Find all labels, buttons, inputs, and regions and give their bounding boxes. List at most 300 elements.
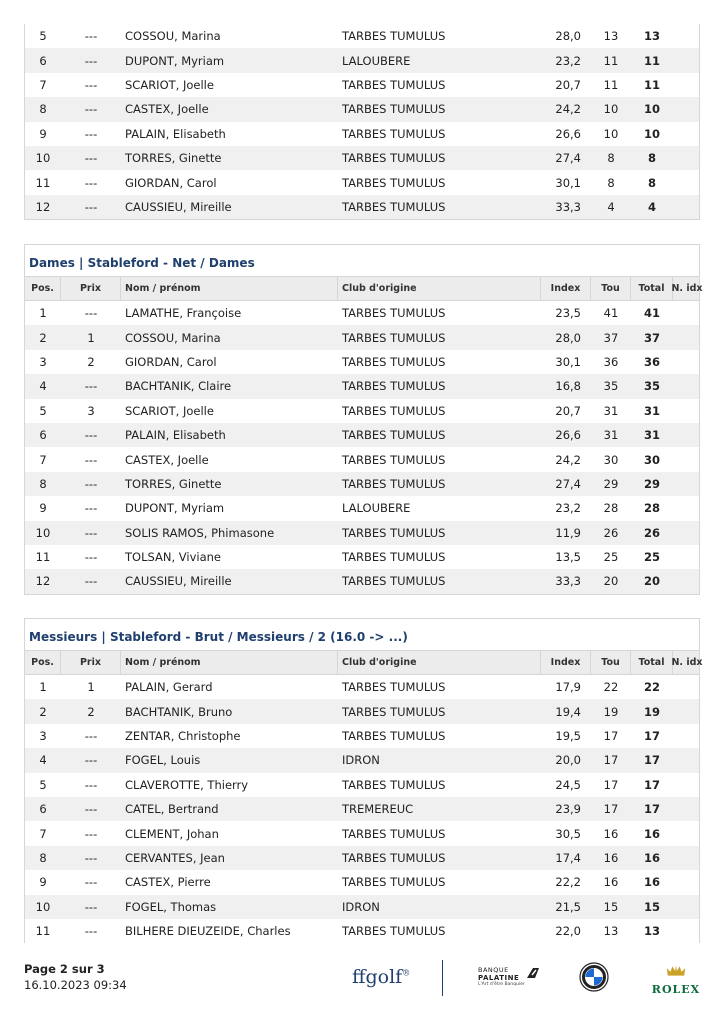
table-row [25, 846, 699, 870]
header-total: Total [631, 277, 673, 300]
cell-club: TARBES TUMULUS [342, 850, 446, 865]
cell-name: PALAIN, Elisabeth [125, 126, 226, 141]
cell-pos: 11 [35, 550, 51, 565]
cell-total: 31 [643, 428, 660, 443]
cell-index: 24,5 [555, 777, 581, 792]
table-title: Dames | Stableford - Net / Dames [25, 245, 699, 277]
table-row [25, 146, 699, 170]
rolex-crown-icon [665, 965, 687, 977]
cell-index: 17,9 [555, 680, 581, 695]
table-row [25, 472, 699, 496]
palatine-logo-top: BANQUE [478, 966, 509, 974]
cell-tou: 16 [603, 875, 619, 890]
cell-total: 15 [643, 899, 660, 914]
cell-prix: --- [84, 306, 98, 321]
cell-total: 8 [647, 175, 656, 190]
table-title: Messieurs | Stableford - Brut / Messieurs / 2 (16.0 -> ...) [25, 619, 699, 651]
header-tou: Tou [591, 651, 631, 674]
cell-pos: 9 [39, 875, 47, 890]
cell-total: 8 [647, 151, 656, 166]
cell-pos: 3 [39, 728, 47, 743]
cell-nidx [673, 122, 699, 146]
cell-index: 30,5 [555, 826, 581, 841]
table-body [25, 24, 699, 219]
cell-index: 23,5 [555, 306, 581, 321]
cell-total: 28 [643, 501, 660, 516]
cell-tou: 19 [603, 704, 619, 719]
cell-tou: 16 [603, 826, 619, 841]
cell-pos: 10 [35, 151, 51, 166]
table-row [25, 569, 699, 593]
cell-nidx [673, 521, 699, 545]
table-row [25, 675, 699, 699]
cell-tou: 30 [603, 452, 619, 467]
cell-nidx [673, 724, 699, 748]
table-row [25, 301, 699, 325]
cell-total: 41 [643, 306, 660, 321]
table-row [25, 24, 699, 48]
cell-club: IDRON [342, 753, 380, 768]
cell-name: ZENTAR, Christophe [125, 728, 241, 743]
cell-name: GIORDAN, Carol [125, 175, 217, 190]
header-nidx: N. idx [671, 283, 703, 294]
cell-total: 31 [643, 403, 660, 418]
cell-club: TREMEREUC [342, 802, 414, 817]
cell-prix: --- [84, 501, 98, 516]
cell-club: TARBES TUMULUS [342, 306, 446, 321]
cell-nidx [673, 325, 699, 349]
cell-pos: 6 [39, 428, 47, 443]
cell-index: 23,2 [555, 501, 581, 516]
cell-index: 30,1 [555, 354, 581, 369]
table-row [25, 821, 699, 845]
table-body [25, 301, 699, 594]
cell-club: TARBES TUMULUS [342, 476, 446, 491]
cell-index: 28,0 [555, 29, 581, 44]
table-row [25, 48, 699, 72]
cell-tou: 28 [603, 501, 619, 516]
cell-nidx [673, 195, 699, 219]
cell-club: TARBES TUMULUS [342, 728, 446, 743]
table-header [25, 277, 703, 301]
cell-name: SCARIOT, Joelle [125, 77, 214, 92]
cell-pos: 4 [39, 379, 47, 394]
results-table-messieurs-brut [24, 618, 703, 943]
cell-pos: 9 [39, 501, 47, 516]
rolex-logo [650, 962, 702, 994]
cell-index: 19,5 [555, 728, 581, 743]
cell-total: 16 [643, 826, 660, 841]
cell-tou: 17 [603, 777, 619, 792]
cell-index: 20,7 [555, 77, 581, 92]
cell-index: 20,0 [555, 753, 581, 768]
cell-prix: --- [84, 151, 98, 166]
header-pos: Pos. [25, 277, 61, 300]
cell-total: 36 [643, 354, 660, 369]
cell-index: 28,0 [555, 330, 581, 345]
cell-index: 24,2 [555, 452, 581, 467]
cell-index: 22,2 [555, 875, 581, 890]
cell-tou: 25 [603, 550, 619, 565]
cell-name: COSSOU, Marina [125, 330, 221, 345]
cell-pos: 9 [39, 126, 47, 141]
cell-total: 17 [643, 777, 660, 792]
cell-prix: 3 [87, 403, 95, 418]
palatine-logo-name: PALATINE [478, 974, 520, 982]
cell-tou: 4 [607, 199, 615, 214]
cell-index: 33,3 [555, 199, 581, 214]
cell-prix: 2 [87, 704, 95, 719]
cell-name: CASTEX, Joelle [125, 102, 209, 117]
cell-name: CASTEX, Joelle [125, 452, 209, 467]
ffgolf-logo-text: ffgolf [352, 966, 403, 988]
cell-tou: 11 [603, 53, 619, 68]
cell-nidx [673, 870, 699, 894]
header-club: Club d'origine [338, 277, 541, 300]
cell-name: BACHTANIK, Bruno [125, 704, 233, 719]
cell-name: SOLIS RAMOS, Phimasone [125, 525, 275, 540]
cell-pos: 10 [35, 899, 51, 914]
cell-tou: 36 [603, 354, 619, 369]
cell-club: LALOUBERE [342, 53, 411, 68]
cell-club: TARBES TUMULUS [342, 525, 446, 540]
cell-prix: --- [84, 574, 98, 589]
cell-pos: 2 [39, 704, 47, 719]
cell-index: 23,9 [555, 802, 581, 817]
cell-pos: 1 [39, 680, 47, 695]
cell-club: TARBES TUMULUS [342, 379, 446, 394]
table-row [25, 399, 699, 423]
cell-name: FOGEL, Thomas [125, 899, 217, 914]
results-table-dames-net [24, 244, 703, 595]
cell-club: TARBES TUMULUS [342, 680, 446, 695]
cell-name: TORRES, Ginette [125, 151, 222, 166]
header-name: Nom / prénom [121, 277, 338, 300]
cell-nidx [673, 919, 699, 943]
cell-pos: 5 [39, 777, 47, 792]
cell-name: TORRES, Ginette [125, 476, 222, 491]
cell-nidx [673, 545, 699, 569]
cell-tou: 16 [603, 850, 619, 865]
cell-nidx [673, 170, 699, 194]
table-row [25, 545, 699, 569]
cell-name: CAUSSIEU, Mireille [125, 574, 232, 589]
cell-prix: --- [84, 899, 98, 914]
table-body [25, 675, 699, 943]
cell-name: CERVANTES, Jean [125, 850, 225, 865]
cell-total: 11 [643, 77, 660, 92]
cell-pos: 4 [39, 753, 47, 768]
table-row [25, 447, 699, 471]
cell-name: CLAVEROTTE, Thierry [125, 777, 249, 792]
cell-total: 17 [643, 802, 660, 817]
cell-tou: 20 [603, 574, 619, 589]
table-row [25, 870, 699, 894]
ffgolf-logo [352, 966, 410, 988]
cell-nidx [673, 24, 699, 48]
cell-total: 19 [643, 704, 660, 719]
table-row [25, 748, 699, 772]
cell-nidx [673, 773, 699, 797]
cell-tou: 10 [603, 126, 619, 141]
table-row [25, 773, 699, 797]
cell-index: 30,1 [555, 175, 581, 190]
cell-total: 25 [643, 550, 660, 565]
cell-prix: --- [84, 476, 98, 491]
cell-total: 17 [643, 728, 660, 743]
cell-name: DUPONT, Myriam [125, 501, 225, 516]
cell-name: BACHTANIK, Claire [125, 379, 232, 394]
cell-pos: 12 [35, 199, 51, 214]
cell-club: TARBES TUMULUS [342, 403, 446, 418]
cell-pos: 8 [39, 476, 47, 491]
cell-index: 19,4 [555, 704, 581, 719]
cell-nidx [673, 423, 699, 447]
cell-name: FOGEL, Louis [125, 753, 201, 768]
table-row [25, 170, 699, 194]
cell-total: 13 [643, 29, 660, 44]
cell-pos: 1 [39, 306, 47, 321]
table-row [25, 919, 699, 943]
cell-tou: 29 [603, 476, 619, 491]
table-row [25, 97, 699, 121]
table-row [25, 350, 699, 374]
cell-name: CATEL, Bertrand [125, 802, 219, 817]
cell-nidx [673, 748, 699, 772]
cell-tou: 11 [603, 77, 619, 92]
cell-pos: 3 [39, 354, 47, 369]
cell-index: 21,5 [555, 899, 581, 914]
cell-prix: --- [84, 175, 98, 190]
cell-club: TARBES TUMULUS [342, 452, 446, 467]
cell-name: GIORDAN, Carol [125, 354, 217, 369]
cell-club: IDRON [342, 899, 380, 914]
cell-prix: --- [84, 550, 98, 565]
cell-name: CLEMENT, Johan [125, 826, 219, 841]
cell-club: TARBES TUMULUS [342, 77, 446, 92]
cell-tou: 13 [603, 29, 619, 44]
cell-pos: 8 [39, 102, 47, 117]
cell-total: 11 [643, 53, 660, 68]
cell-club: TARBES TUMULUS [342, 550, 446, 565]
cell-prix: 2 [87, 354, 95, 369]
table-row [25, 496, 699, 520]
table-row [25, 374, 699, 398]
page-number: Page 2 sur 3 [24, 962, 105, 976]
cell-nidx [673, 846, 699, 870]
cell-index: 20,7 [555, 403, 581, 418]
cell-index: 16,8 [555, 379, 581, 394]
cell-nidx [673, 569, 699, 593]
cell-prix: --- [84, 924, 98, 939]
cell-pos: 8 [39, 850, 47, 865]
cell-prix: --- [84, 102, 98, 117]
palatine-mark-icon [526, 967, 540, 979]
cell-index: 26,6 [555, 428, 581, 443]
cell-prix: --- [84, 850, 98, 865]
cell-nidx [673, 699, 699, 723]
cell-prix: --- [84, 29, 98, 44]
table-row [25, 797, 699, 821]
cell-club: TARBES TUMULUS [342, 29, 446, 44]
cell-total: 13 [643, 924, 660, 939]
table-row [25, 73, 699, 97]
cell-club: TARBES TUMULUS [342, 924, 446, 939]
bmw-logo-icon [579, 962, 609, 992]
cell-pos: 5 [39, 403, 47, 418]
header-nidx: N. idx [671, 657, 703, 668]
cell-club: TARBES TUMULUS [342, 428, 446, 443]
cell-total: 35 [643, 379, 660, 394]
table-row [25, 521, 699, 545]
cell-nidx [673, 797, 699, 821]
table-row [25, 122, 699, 146]
cell-club: TARBES TUMULUS [342, 704, 446, 719]
cell-tou: 31 [603, 403, 619, 418]
cell-name: LAMATHE, Françoise [125, 306, 242, 321]
cell-name: PALAIN, Gerard [125, 680, 213, 695]
cell-nidx [673, 374, 699, 398]
cell-total: 17 [643, 753, 660, 768]
cell-pos: 12 [35, 574, 51, 589]
cell-prix: 1 [87, 330, 95, 345]
table-header [25, 651, 703, 675]
header-tou: Tou [591, 277, 631, 300]
palatine-logo-tagline: L'Art d'être Banquier [478, 982, 525, 987]
cell-prix: --- [84, 126, 98, 141]
cell-tou: 41 [603, 306, 619, 321]
cell-tou: 10 [603, 102, 619, 117]
print-date: 16.10.2023 09:34 [24, 978, 127, 992]
cell-pos: 7 [39, 826, 47, 841]
cell-total: 30 [643, 452, 660, 467]
cell-nidx [673, 146, 699, 170]
table-row [25, 195, 699, 219]
cell-total: 16 [643, 875, 660, 890]
header-index: Index [541, 651, 591, 674]
cell-total: 22 [643, 680, 660, 695]
cell-nidx [673, 895, 699, 919]
cell-nidx [673, 496, 699, 520]
cell-pos: 11 [35, 175, 51, 190]
cell-pos: 6 [39, 53, 47, 68]
logo-divider [442, 960, 443, 996]
cell-club: TARBES TUMULUS [342, 826, 446, 841]
header-name: Nom / prénom [121, 651, 338, 674]
cell-prix: --- [84, 199, 98, 214]
cell-nidx [673, 447, 699, 471]
cell-name: COSSOU, Marina [125, 29, 221, 44]
cell-club: TARBES TUMULUS [342, 199, 446, 214]
cell-pos: 2 [39, 330, 47, 345]
cell-pos: 10 [35, 525, 51, 540]
cell-tou: 17 [603, 728, 619, 743]
cell-pos: 7 [39, 452, 47, 467]
cell-nidx [673, 73, 699, 97]
ffgolf-registered-mark: ® [402, 968, 411, 978]
cell-prix: --- [84, 379, 98, 394]
cell-total: 16 [643, 850, 660, 865]
cell-name: PALAIN, Elisabeth [125, 428, 226, 443]
cell-nidx [673, 399, 699, 423]
cell-nidx [673, 675, 699, 699]
cell-club: TARBES TUMULUS [342, 102, 446, 117]
cell-nidx [673, 350, 699, 374]
header-pos: Pos. [25, 651, 61, 674]
cell-nidx [673, 821, 699, 845]
cell-total: 26 [643, 525, 660, 540]
cell-total: 10 [643, 126, 660, 141]
header-total: Total [631, 651, 673, 674]
cell-nidx [673, 472, 699, 496]
cell-prix: --- [84, 875, 98, 890]
cell-prix: --- [84, 802, 98, 817]
cell-club: TARBES TUMULUS [342, 151, 446, 166]
cell-index: 33,3 [555, 574, 581, 589]
cell-total: 37 [643, 330, 660, 345]
table-row [25, 699, 699, 723]
cell-index: 13,5 [555, 550, 581, 565]
cell-prix: --- [84, 753, 98, 768]
cell-pos: 6 [39, 802, 47, 817]
cell-tou: 8 [607, 151, 615, 166]
cell-club: LALOUBERE [342, 501, 411, 516]
cell-index: 26,6 [555, 126, 581, 141]
cell-prix: --- [84, 428, 98, 443]
cell-total: 29 [643, 476, 660, 491]
table-row [25, 423, 699, 447]
header-prix: Prix [61, 651, 121, 674]
cell-club: TARBES TUMULUS [342, 354, 446, 369]
header-index: Index [541, 277, 591, 300]
cell-tou: 8 [607, 175, 615, 190]
cell-total: 4 [647, 199, 656, 214]
cell-tou: 37 [603, 330, 619, 345]
cell-prix: --- [84, 452, 98, 467]
cell-prix: --- [84, 777, 98, 792]
cell-club: TARBES TUMULUS [342, 175, 446, 190]
cell-pos: 7 [39, 77, 47, 92]
cell-club: TARBES TUMULUS [342, 574, 446, 589]
cell-name: SCARIOT, Joelle [125, 403, 214, 418]
cell-tou: 17 [603, 802, 619, 817]
cell-club: TARBES TUMULUS [342, 126, 446, 141]
results-table-continued [24, 24, 700, 220]
cell-name: CAUSSIEU, Mireille [125, 199, 232, 214]
cell-tou: 26 [603, 525, 619, 540]
cell-club: TARBES TUMULUS [342, 875, 446, 890]
cell-club: TARBES TUMULUS [342, 777, 446, 792]
table-row [25, 895, 699, 919]
cell-index: 27,4 [555, 476, 581, 491]
rolex-wordmark: ROLEX [651, 983, 701, 996]
cell-total: 20 [643, 574, 660, 589]
cell-pos: 5 [39, 29, 47, 44]
cell-index: 23,2 [555, 53, 581, 68]
cell-nidx [673, 48, 699, 72]
cell-club: TARBES TUMULUS [342, 330, 446, 345]
header-club: Club d'origine [338, 651, 541, 674]
cell-nidx [673, 97, 699, 121]
cell-tou: 13 [603, 924, 619, 939]
header-prix: Prix [61, 277, 121, 300]
cell-prix: 1 [87, 680, 95, 695]
cell-prix: --- [84, 77, 98, 92]
cell-total: 10 [643, 102, 660, 117]
cell-name: DUPONT, Myriam [125, 53, 225, 68]
cell-prix: --- [84, 53, 98, 68]
cell-tou: 15 [603, 899, 619, 914]
